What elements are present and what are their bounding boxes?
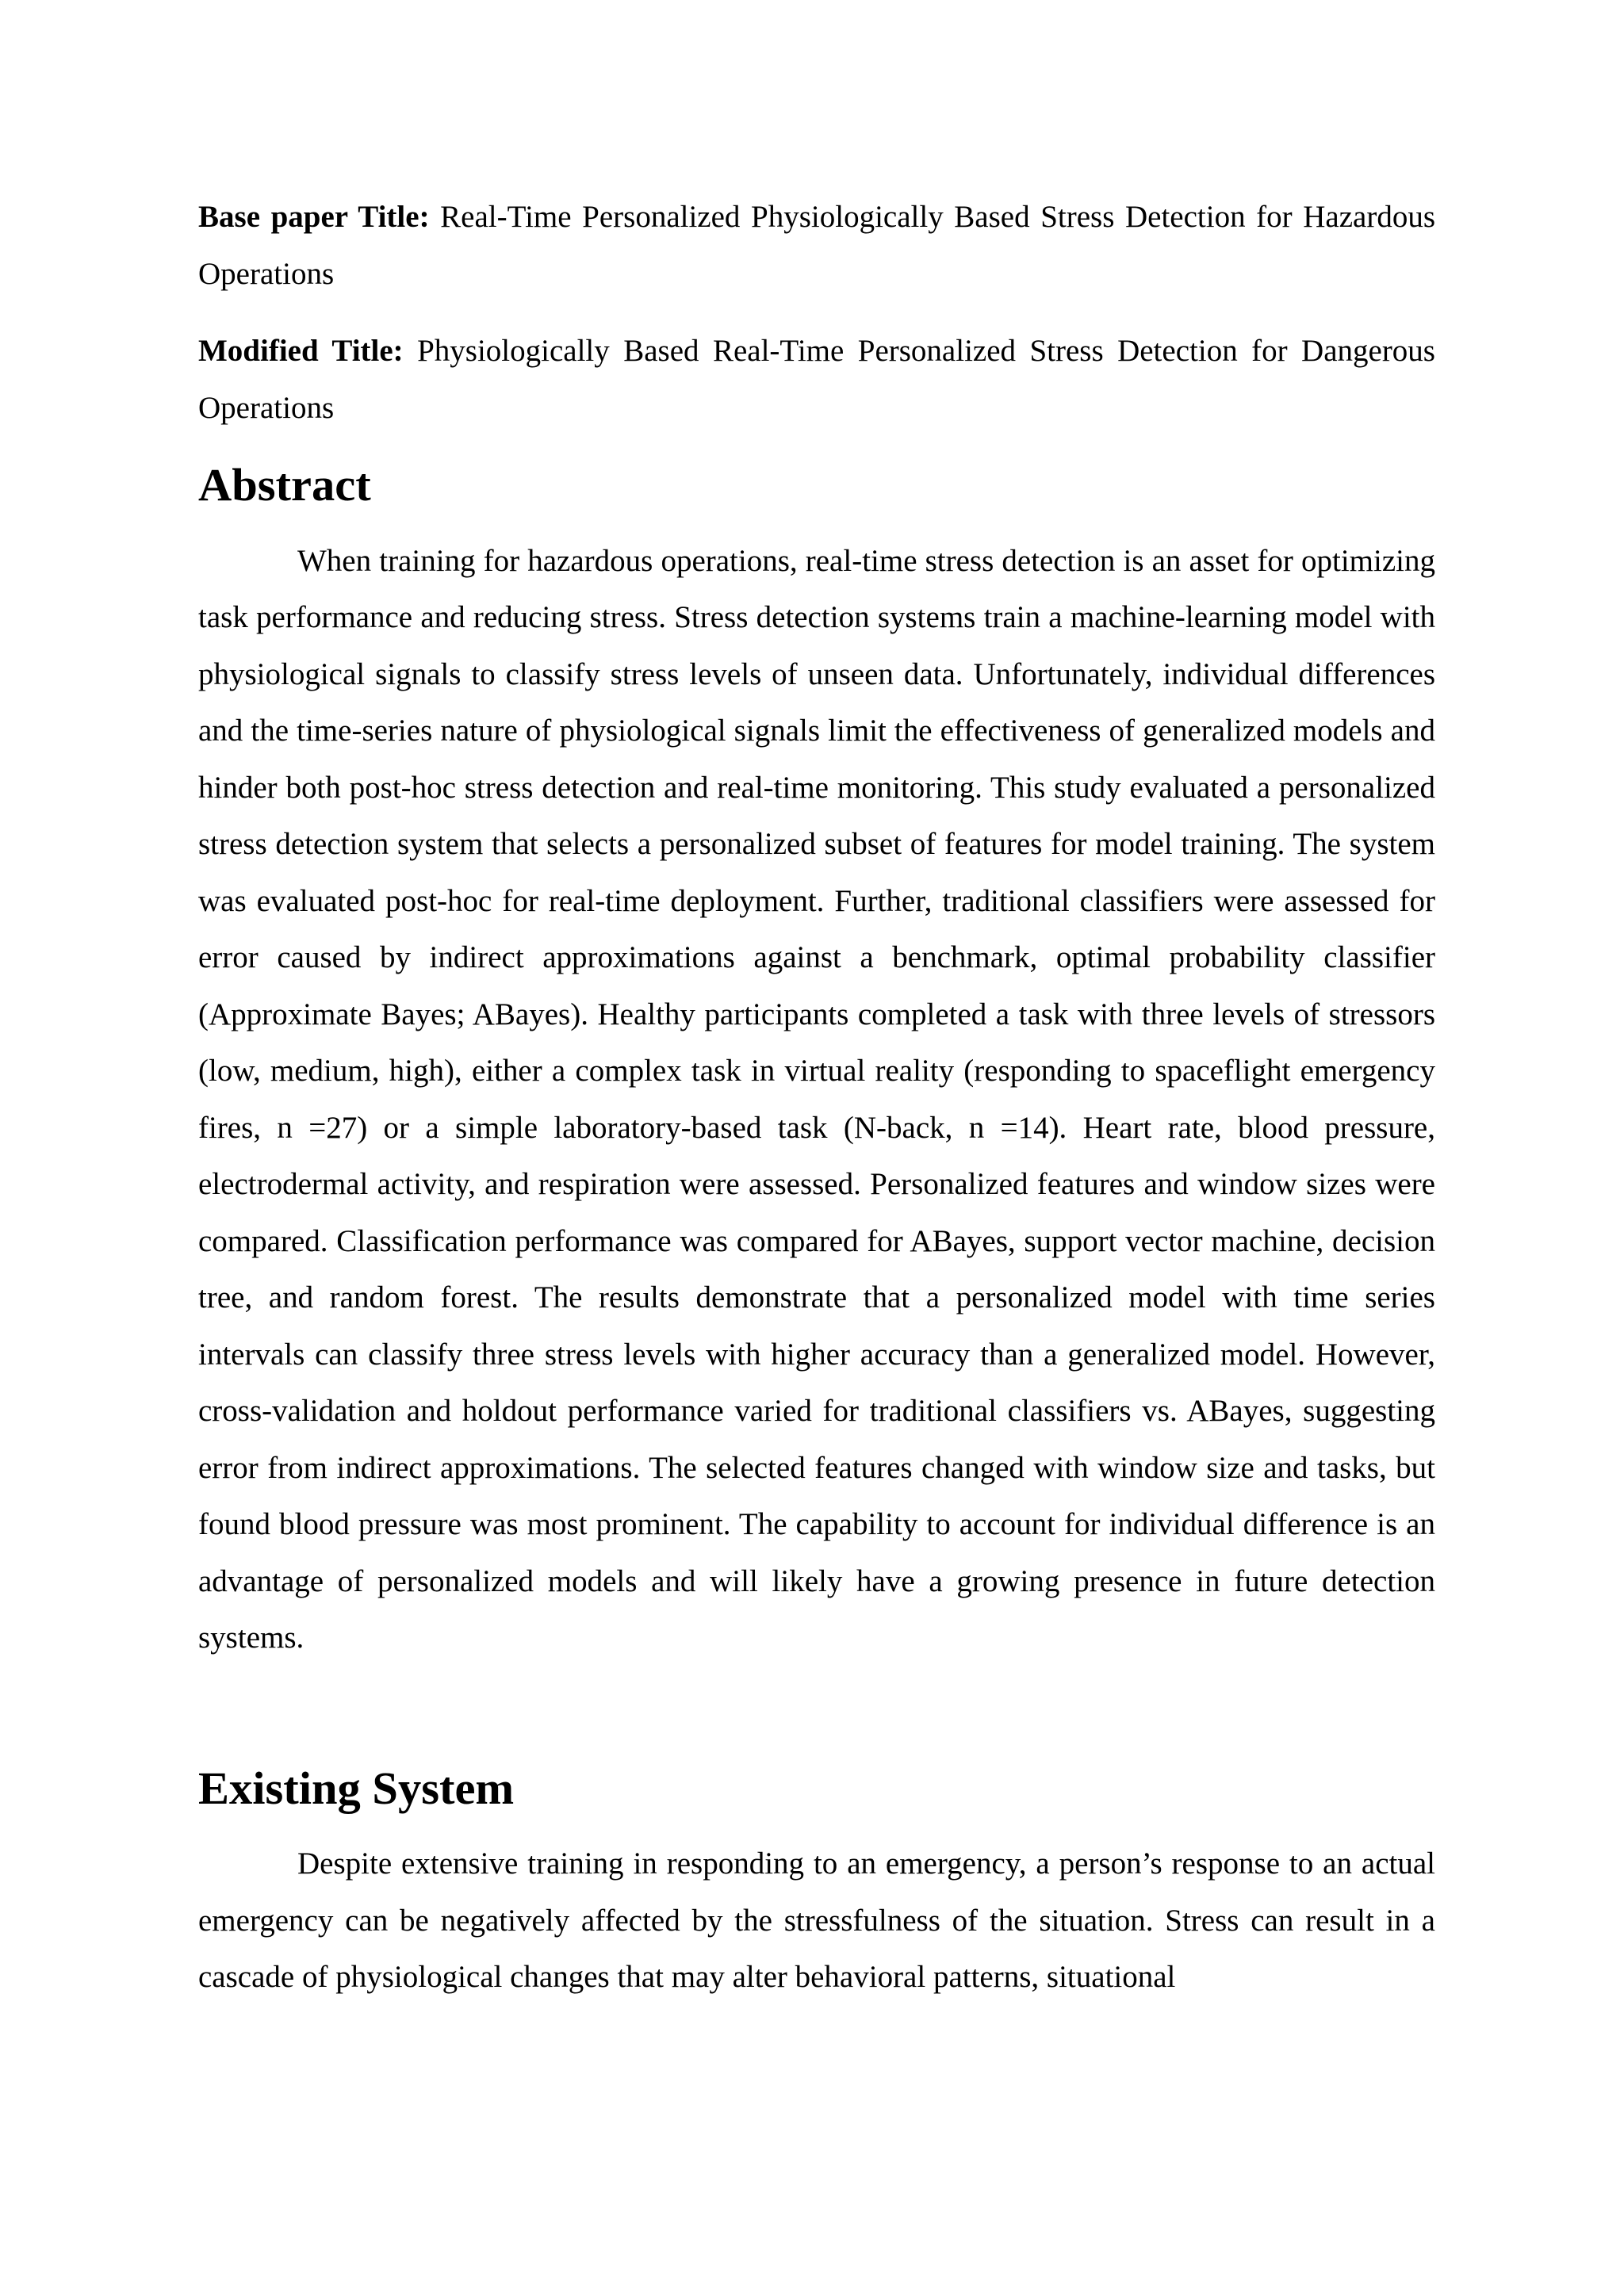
existing-system-heading: Existing System [198, 1762, 515, 1814]
base-paper-title [198, 189, 1435, 302]
abstract-body: When training for hazardous operations, real-time stress detection is an asset for optimizing task performance and reducing stress. Stress detection systems train a machine-learning model with physiological signals to classify stress levels of unseen data. Unfortunately, individual differences and the time-series nature of physiological signals limit the effectiveness of generalized models and hinder both post-hoc stress detection and real-time monitoring. This study evaluated a personalized stress detection system that selects a personalized subset of features for model training. The system was evaluated post-hoc for real-time deployment. Further, traditional classifiers were assessed for error caused by indirect approximations against a benchmark, optimal probability classifier (Approximate Bayes; ABayes). Healthy participants completed a task with three levels of stressors (low, medium, high), either a complex task in virtual reality (responding to spaceflight emergency fires, n =27) or a simple laboratory-based task (N-back, n =14). Heart rate, blood pressure, electrodermal activity, and respiration were assessed. Personalized features and window sizes were compared. Classification performance was compared for ABayes, support vector machine, decision tree, and random forest. The results demonstrate that a personalized model with time series intervals can classify three stress levels with higher accuracy than a generalized model. However, cross-validation and holdout performance varied for traditional classifiers vs. ABayes, suggesting error from indirect approximations. The selected features changed with window size and tasks, but found blood pressure was most prominent. The capability to account for individual difference is an advantage of personalized models and will likely have a growing presence in future detection systems. [198, 543, 1435, 1655]
modified-title-text: Physiologically Based Real-Time Personalized Stress Detection for Dangerous Operations [198, 334, 1435, 425]
base-paper-title-label: Base paper Title: [198, 200, 430, 234]
abstract-heading: Abstract [198, 459, 371, 511]
modified-title [198, 323, 1435, 436]
existing-system-body: Despite extensive training in responding to an emergency, a person’s response to an actual emergency can be negatively affected by the stressfulness of the situation. Stress can result in a cascade of physiological changes that may alter behavioral patterns, situational [198, 1846, 1435, 1994]
modified-title-label: Modified Title: [198, 334, 404, 368]
base-paper-title-text: Real-Time Personalized Physiologically Based Stress Detection for Hazardous Operations [198, 200, 1436, 291]
document-page [198, 189, 1435, 2006]
section-spacer [198, 1667, 1435, 1760]
